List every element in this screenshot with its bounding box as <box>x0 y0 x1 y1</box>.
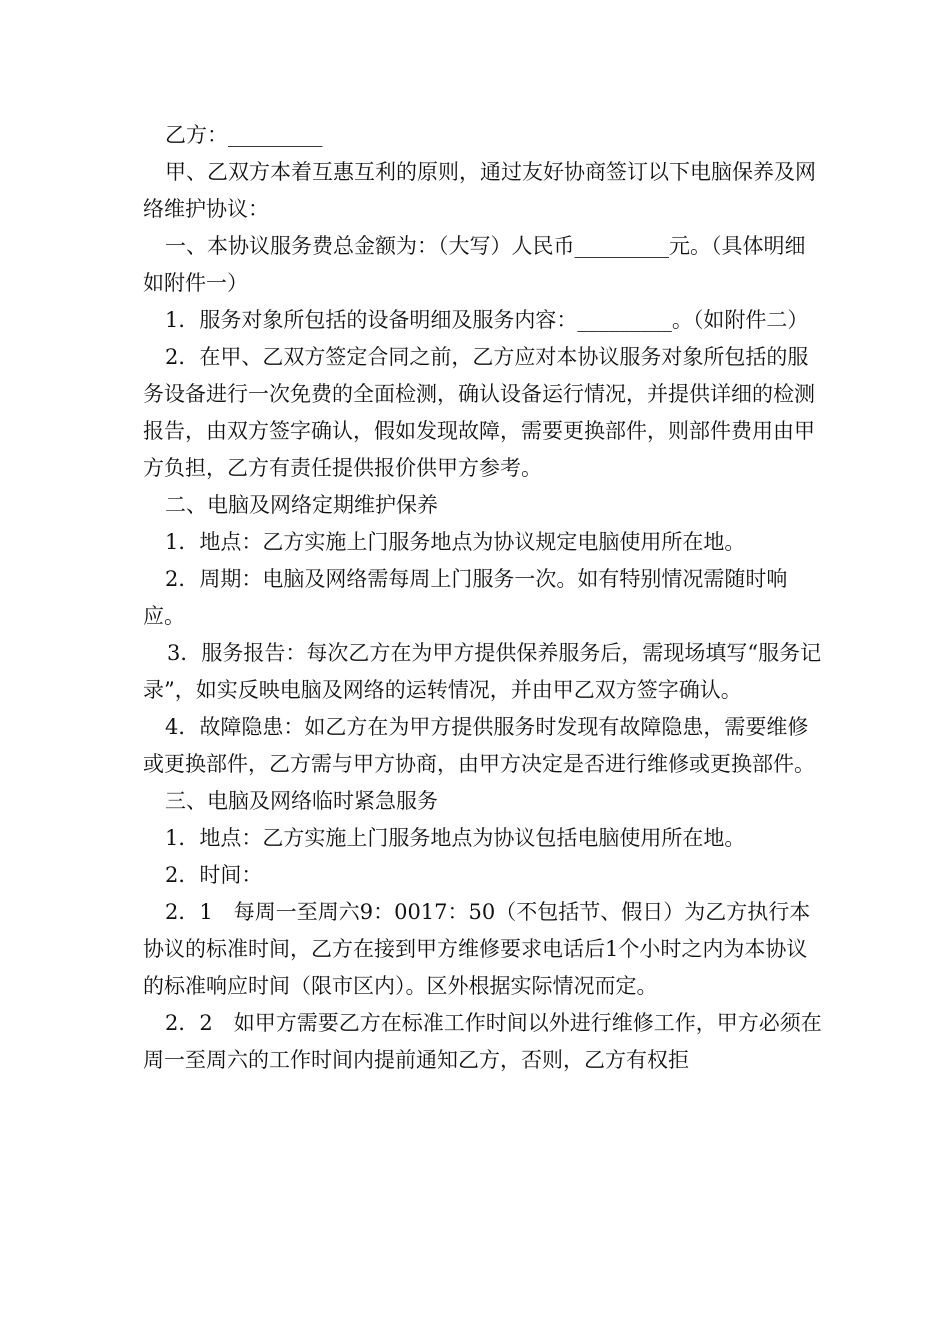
clause-3-1-paragraph: 1．地点：乙方实施上门服务地点为协议包括电脑使用所在地。 <box>165 826 746 850</box>
clause-1-1-paragraph: 1．服务对象所包括的设备明细及服务内容：_________。（如附件二） <box>165 308 809 332</box>
clause-2-3-paragraph: 3．服务报告：每次乙方在为甲方提供保养服务后，需现场填写“服务记录”，如实反映电脑及网络的运转情况，并由甲乙双方签字确认。 <box>143 641 822 702</box>
party-b-line: 乙方：_________ <box>165 123 323 147</box>
clause-2-2-paragraph: 2．周期：电脑及网络需每周上门服务一次。如有特别情况需随时响应。 <box>143 567 788 628</box>
section-1-fee-paragraph: 一、本协议服务费总金额为：（大写）人民币_________元。（具体明细如附件一） <box>143 234 806 295</box>
clause-3-2-2-paragraph: 2．2 如甲方需要乙方在标准工作时间以外进行维修工作，甲方必须在周一至周六的工作时间内提前通知乙方，否则，乙方有权拒 <box>143 1011 822 1072</box>
clause-1-2-paragraph: 2．在甲、乙双方签定合同之前，乙方应对本协议服务对象所包括的服务设备进行一次免费的全面检测，确认设备运行情况，并提供详细的检测报告，由双方签字确认，假如发现故障，需要更换部件，则部件费用由甲方负担，乙方有责任提供报价供甲方参考。 <box>143 345 815 480</box>
section-3-heading: 三、电脑及网络临时紧急服务 <box>165 789 438 813</box>
section-2-heading: 二、电脑及网络定期维护保养 <box>165 493 438 517</box>
clause-3-2-1-paragraph: 2．1 每周一至周六9：0017：50（不包括节、假日）为乙方执行本协议的标准时间，乙方在接到甲方维修要求电话后1个小时之内为本协议的标准响应时间（限市区内）。区外根据实际情况而定。 <box>143 900 811 998</box>
preamble-paragraph: 甲、乙双方本着互惠互利的原则，通过友好协商签订以下电脑保养及网络维护协议： <box>143 160 816 221</box>
clause-3-2-paragraph: 2．时间： <box>165 863 263 887</box>
clause-2-4-paragraph: 4．故障隐患：如乙方在为甲方提供服务时发现有故障隐患，需要维修或更换部件，乙方需与甲方协商，由甲方决定是否进行维修或更换部件。 <box>143 715 815 776</box>
document-body <box>143 117 823 1079</box>
clause-2-1-paragraph: 1．地点：乙方实施上门服务地点为协议规定电脑使用所在地。 <box>165 530 746 554</box>
